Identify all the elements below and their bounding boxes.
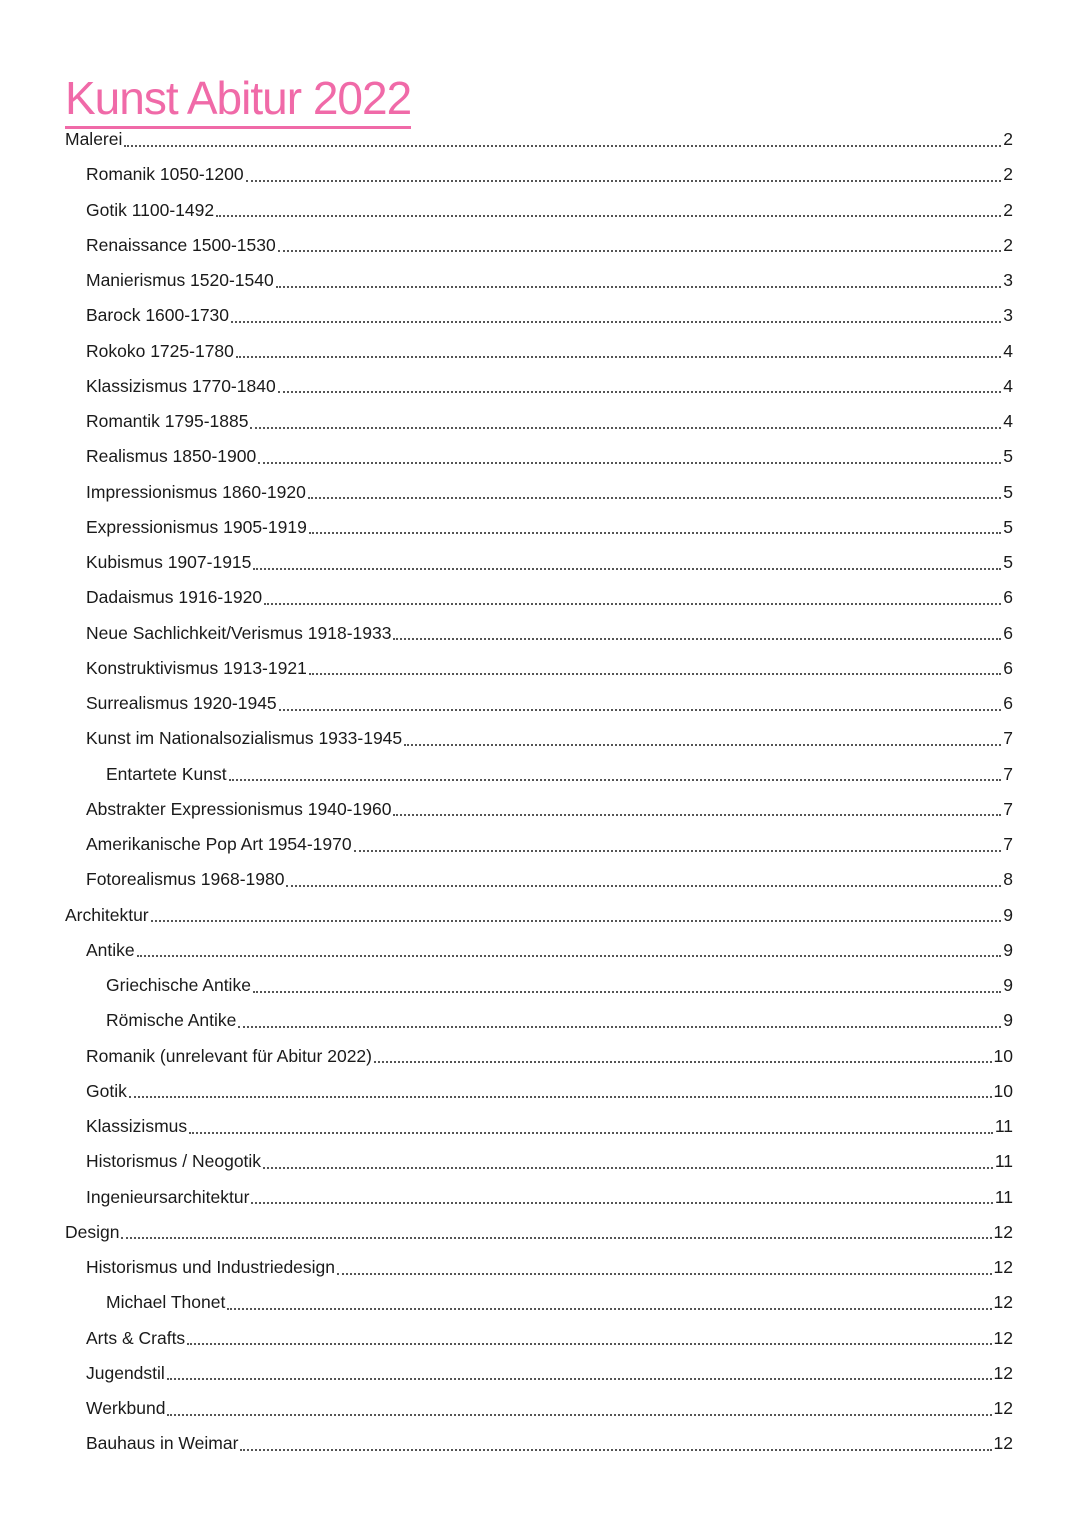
- toc-entry-label: Malerei: [65, 129, 123, 150]
- toc-entry-page-number: 5: [1003, 552, 1013, 573]
- toc-entry-label: Dadaismus 1916-1920: [86, 587, 263, 608]
- toc-entry[interactable]: [0, 1356, 1080, 1391]
- toc-entry-page-number: 3: [1003, 270, 1013, 291]
- toc-entry[interactable]: [0, 122, 1080, 157]
- toc-entry-page-number: 2: [1003, 234, 1013, 255]
- toc-entry-page-number: 4: [1003, 375, 1013, 396]
- toc-entry[interactable]: [0, 1039, 1080, 1074]
- toc-dot-leader: [167, 1378, 992, 1380]
- toc-dot-leader: [253, 568, 1001, 570]
- toc-dot-leader: [189, 1132, 993, 1134]
- toc-entry-label: Klassizismus 1770-1840: [86, 375, 276, 396]
- toc-entry-label: Amerikanische Pop Art 1954-1970: [86, 834, 352, 855]
- toc-entry-page-number: 9: [1003, 939, 1013, 960]
- toc-entry-label: Kubismus 1907-1915: [86, 552, 252, 573]
- toc-dot-leader: [167, 1414, 991, 1416]
- toc-entry-label: Manierismus 1520-1540: [86, 270, 274, 291]
- toc-entry-label: Architektur: [65, 904, 149, 925]
- toc-entry-label: Michael Thonet: [106, 1292, 226, 1313]
- toc-entry-page-number: 9: [1003, 904, 1013, 925]
- toc-dot-leader: [309, 673, 1001, 675]
- toc-entry[interactable]: [0, 686, 1080, 721]
- toc-dot-leader: [240, 1449, 991, 1451]
- toc-entry[interactable]: [0, 1391, 1080, 1426]
- toc-entry-page-number: 2: [1003, 164, 1013, 185]
- toc-entry[interactable]: [0, 298, 1080, 333]
- toc-dot-leader: [404, 744, 1001, 746]
- toc-entry-label: Neue Sachlichkeit/Verismus 1918-1933: [86, 622, 392, 643]
- toc-entry-label: Historismus / Neogotik: [86, 1151, 262, 1172]
- toc-entry-page-number: 11: [994, 1186, 1013, 1207]
- toc-entry-page-number: 3: [1003, 305, 1013, 326]
- toc-dot-leader: [276, 286, 1002, 288]
- toc-entry-label: Barock 1600-1730: [86, 305, 230, 326]
- toc-entry-page-number: 6: [1003, 693, 1013, 714]
- toc-dot-leader: [229, 779, 1002, 781]
- toc-entry-label: Historismus und Industriedesign: [86, 1257, 336, 1278]
- toc-dot-leader: [279, 709, 1002, 711]
- toc-entry[interactable]: [0, 862, 1080, 897]
- toc-dot-leader: [236, 356, 1001, 358]
- toc-dot-leader: [308, 497, 1001, 499]
- toc-dot-leader: [151, 920, 1002, 922]
- toc-entry-label: Werkbund: [86, 1398, 166, 1419]
- toc-entry-page-number: 9: [1003, 1010, 1013, 1031]
- toc-entry-page-number: 12: [993, 1398, 1013, 1419]
- toc-entry-label: Konstruktivismus 1913-1921: [86, 657, 307, 678]
- toc-dot-leader: [124, 145, 1001, 147]
- toc-entry-page-number: 2: [1003, 199, 1013, 220]
- toc-entry[interactable]: [0, 651, 1080, 686]
- toc-entry-label: Römische Antike: [106, 1010, 237, 1031]
- toc-entry-page-number: 10: [993, 1045, 1013, 1066]
- toc-entry-page-number: 12: [993, 1257, 1013, 1278]
- toc-entry[interactable]: [0, 827, 1080, 862]
- toc-entry-label: Expressionismus 1905-1919: [86, 516, 307, 537]
- toc-entry[interactable]: [0, 404, 1080, 439]
- toc-entry-label: Romantik 1795-1885: [86, 411, 249, 432]
- toc-dot-leader: [250, 427, 1001, 429]
- toc-dot-leader: [286, 885, 1001, 887]
- toc-entry[interactable]: [0, 792, 1080, 827]
- toc-entry[interactable]: [0, 1250, 1080, 1285]
- toc-entry[interactable]: [0, 545, 1080, 580]
- toc-entry-label: Gotik 1100-1492: [86, 199, 215, 220]
- toc-dot-leader: [337, 1273, 992, 1275]
- toc-entry-page-number: 9: [1003, 975, 1013, 996]
- toc-entry-label: Design: [65, 1221, 120, 1242]
- toc-entry-page-number: 12: [993, 1292, 1013, 1313]
- toc-entry-label: Entartete Kunst: [106, 763, 227, 784]
- toc-dot-leader: [278, 250, 1002, 252]
- toc-entry[interactable]: [0, 439, 1080, 474]
- toc-entry-page-number: 4: [1003, 411, 1013, 432]
- toc-entry[interactable]: [0, 193, 1080, 228]
- toc-entry-page-number: 12: [993, 1327, 1013, 1348]
- toc-entry[interactable]: [0, 1215, 1080, 1250]
- toc-entry-page-number: 5: [1003, 516, 1013, 537]
- toc-entry[interactable]: [0, 757, 1080, 792]
- toc-entry-page-number: 7: [1003, 798, 1013, 819]
- toc-entry-page-number: 6: [1003, 587, 1013, 608]
- toc-entry-page-number: 12: [993, 1221, 1013, 1242]
- toc-entry-page-number: 5: [1003, 446, 1013, 467]
- toc-dot-leader: [187, 1343, 991, 1345]
- toc-dot-leader: [137, 955, 1002, 957]
- toc-entry-label: Abstrakter Expressionismus 1940-1960: [86, 798, 392, 819]
- toc-dot-leader: [354, 850, 1002, 852]
- toc-entry-page-number: 7: [1003, 763, 1013, 784]
- toc-dot-leader: [309, 532, 1001, 534]
- toc-dot-leader: [251, 1202, 992, 1204]
- toc-entry[interactable]: [0, 510, 1080, 545]
- toc-dot-leader: [393, 814, 1001, 816]
- toc-dot-leader: [129, 1096, 992, 1098]
- toc-entry-label: Kunst im Nationalsozialismus 1933-1945: [86, 728, 403, 749]
- toc-entry[interactable]: [0, 1109, 1080, 1144]
- toc-entry-label: Jugendstil: [86, 1362, 165, 1383]
- toc-entry-page-number: 12: [993, 1362, 1013, 1383]
- toc-entry-page-number: 11: [994, 1116, 1013, 1137]
- toc-entry-label: Impressionismus 1860-1920: [86, 481, 306, 502]
- toc-entry[interactable]: [0, 933, 1080, 968]
- toc-dot-leader: [393, 638, 1001, 640]
- toc-entry[interactable]: [0, 263, 1080, 298]
- toc-entry-page-number: 7: [1003, 834, 1013, 855]
- toc-entry-page-number: 6: [1003, 622, 1013, 643]
- toc-entry[interactable]: [0, 721, 1080, 756]
- toc-entry[interactable]: [0, 1074, 1080, 1109]
- toc-entry-page-number: 4: [1003, 340, 1013, 361]
- toc-entry-page-number: 7: [1003, 728, 1013, 749]
- toc-entry[interactable]: [0, 1321, 1080, 1356]
- toc-dot-leader: [227, 1308, 991, 1310]
- toc-entry[interactable]: [0, 475, 1080, 510]
- table-of-contents: [0, 122, 1080, 1462]
- toc-dot-leader: [374, 1061, 992, 1063]
- toc-dot-leader: [258, 462, 1001, 464]
- toc-entry[interactable]: [0, 369, 1080, 404]
- toc-entry-label: Griechische Antike: [106, 975, 251, 996]
- toc-entry[interactable]: [0, 1180, 1080, 1215]
- toc-dot-leader: [263, 1167, 993, 1169]
- toc-entry-page-number: 11: [994, 1151, 1013, 1172]
- toc-entry[interactable]: [0, 580, 1080, 615]
- toc-dot-leader: [253, 991, 1001, 993]
- toc-entry[interactable]: [0, 1285, 1080, 1320]
- toc-dot-leader: [278, 391, 1002, 393]
- toc-entry-page-number: 10: [993, 1080, 1013, 1101]
- toc-entry-label: Renaissance 1500-1530: [86, 234, 276, 255]
- toc-entry-page-number: 5: [1003, 481, 1013, 502]
- toc-dot-leader: [238, 1026, 1001, 1028]
- toc-entry-page-number: 8: [1003, 869, 1013, 890]
- toc-dot-leader: [231, 321, 1001, 323]
- toc-entry-label: Gotik: [86, 1080, 127, 1101]
- toc-entry-page-number: 12: [993, 1433, 1013, 1454]
- toc-entry-label: Romanik (unrelevant für Abitur 2022): [86, 1045, 372, 1066]
- toc-entry-label: Rokoko 1725-1780: [86, 340, 234, 361]
- toc-entry-label: Antike: [86, 939, 135, 960]
- toc-entry[interactable]: [0, 1003, 1080, 1038]
- toc-entry-label: Realismus 1850-1900: [86, 446, 257, 467]
- toc-entry-label: Bauhaus in Weimar: [86, 1433, 239, 1454]
- toc-entry[interactable]: [0, 616, 1080, 651]
- toc-entry[interactable]: [0, 1144, 1080, 1179]
- toc-entry[interactable]: [0, 968, 1080, 1003]
- toc-entry[interactable]: [0, 157, 1080, 192]
- toc-entry[interactable]: [0, 1426, 1080, 1461]
- toc-entry-label: Fotorealismus 1968-1980: [86, 869, 285, 890]
- toc-dot-leader: [264, 603, 1001, 605]
- toc-entry-page-number: 2: [1003, 129, 1013, 150]
- toc-entry[interactable]: [0, 334, 1080, 369]
- toc-entry-label: Arts & Crafts: [86, 1327, 186, 1348]
- toc-entry[interactable]: [0, 898, 1080, 933]
- toc-entry-label: Ingenieursarchitektur: [86, 1186, 250, 1207]
- toc-dot-leader: [216, 215, 1001, 217]
- toc-entry-page-number: 6: [1003, 657, 1013, 678]
- toc-dot-leader: [246, 180, 1002, 182]
- toc-entry[interactable]: [0, 228, 1080, 263]
- toc-dot-leader: [121, 1237, 991, 1239]
- toc-entry-label: Romanik 1050-1200: [86, 164, 244, 185]
- page-title: Kunst Abitur 2022: [65, 70, 411, 129]
- toc-entry-label: Klassizismus: [86, 1116, 188, 1137]
- toc-entry-label: Surrealismus 1920-1945: [86, 693, 277, 714]
